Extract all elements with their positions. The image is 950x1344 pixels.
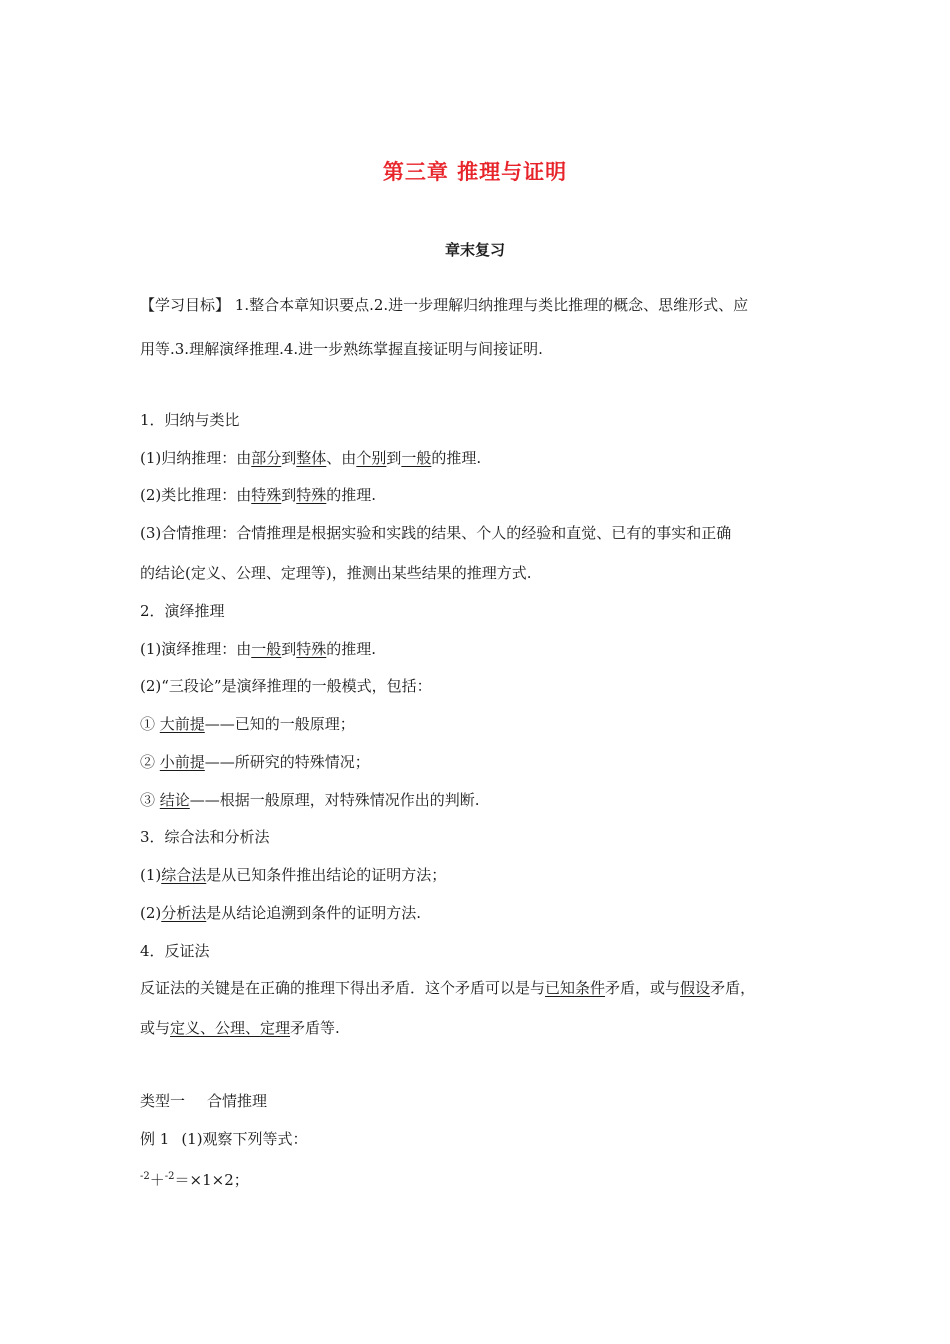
deductive-reasoning: (1)演绎推理：由一般到特殊的推理. (140, 640, 377, 658)
analogy-reasoning: (2)类比推理：由特殊到特殊的推理. (140, 486, 377, 504)
minor-premise: ② 小前提——所研究的特殊情况； (140, 753, 370, 771)
conclusion-item: ③ 结论——根据一般原理，对特殊情况作出的判断. (140, 791, 480, 809)
plausible-reasoning-line-1: (3)合情推理：合情推理是根据实验和实践的结果、个人的经验和直觉、已有的事实和正确 (140, 524, 732, 542)
syllogism-intro: (2)“三段论”是演绎推理的一般模式，包括： (140, 677, 432, 695)
major-premise: ① 大前提——已知的一般原理； (140, 715, 355, 733)
heading-deductive: 2．演绎推理 (140, 602, 225, 620)
example-one: 例 1 (1)观察下列等式： (140, 1130, 308, 1148)
formula-line: $^{-2}$＋$^{-2}$＝×1×2； (140, 1171, 249, 1189)
objectives-line-1: 【学习目标】 1.整合本章知识要点.2.进一步理解归纳推理与类比推理的概念、思维形式、应 (140, 296, 749, 314)
plausible-reasoning-line-2: 的结论(定义、公理、定理等)，推测出某些结果的推理方式. (140, 564, 532, 582)
contradiction-line-1: 反证法的关键是在正确的推理下得出矛盾．这个矛盾可以是与已知条件矛盾，或与假设矛盾， (140, 979, 756, 997)
heading-induction-analogy: 1．归纳与类比 (140, 411, 240, 429)
objectives-label: 【学习目标】 (140, 296, 231, 314)
objectives-line-2: 用等.3.理解演绎推理.4.进一步熟练掌握直接证明与间接证明. (140, 340, 543, 358)
section-subtitle: 章末复习 (444, 241, 505, 259)
contradiction-line-2: 或与定义、公理、定理矛盾等. (140, 1019, 340, 1037)
type-one-heading: 类型一 合情推理 (140, 1092, 268, 1110)
page-title: 第三章 推理与证明 (382, 160, 568, 184)
induction-reasoning: (1)归纳推理：由部分到整体、由个别到一般的推理. (140, 449, 482, 467)
heading-synthesis-analysis: 3．综合法和分析法 (140, 828, 270, 846)
heading-contradiction: 4．反证法 (140, 942, 210, 960)
synthesis-method: (1)综合法是从已知条件推出结论的证明方法； (140, 866, 447, 884)
analysis-method: (2)分析法是从结论追溯到条件的证明方法. (140, 904, 422, 922)
